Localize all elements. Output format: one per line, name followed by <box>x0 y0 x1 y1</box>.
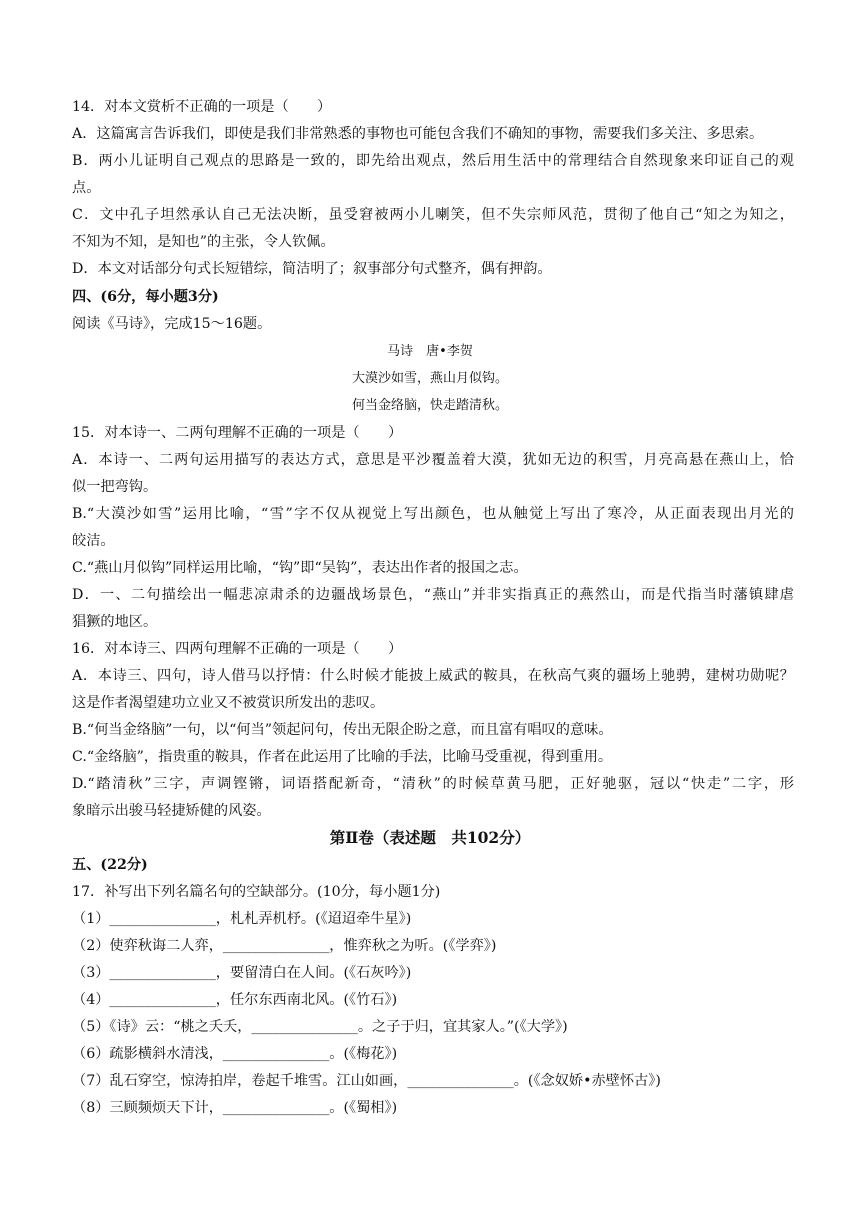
section5-heading: 五、(22分) <box>72 857 148 873</box>
q14-option-b-line2: 点。 <box>72 180 101 196</box>
q16-stem: 16．对本诗三、四两句理解不正确的一项是（ ） <box>72 641 403 657</box>
section4-heading: 四、(6分，每小题3分) <box>72 289 219 305</box>
section4-intro: 阅读《马诗》，完成15～16题。 <box>72 316 272 332</box>
q17-item-7: （7）乱石穿空，惊涛拍岸，卷起千堆雪。江山如画，_______________。(《念奴娇•赤壁怀古》) <box>72 1073 661 1089</box>
q15-stem: 15．对本诗一、二两句理解不正确的一项是（ ） <box>72 425 403 441</box>
q17-stem: 17．补写出下列名篇名句的空缺部分。(10分，每小题1分) <box>72 884 441 900</box>
q16-option-b: B.“何当金络脑”一句，以“何当”领起问句，传出无限企盼之意，而且富有唱叹的意味。 <box>72 722 613 738</box>
q17-item-5: （5）《诗》云：“桃之夭夭，_______________。之子于归，宜其家人。”(《大学》) <box>72 1019 568 1035</box>
q17-item-1: （1）_______________，札札弄机杼。(《迢迢牵牛星》) <box>72 911 412 927</box>
q15-option-a-line1: A．本诗一、二两句运用描写的表达方式，意思是平沙覆盖着大漠，犹如无边的积雪，月亮高悬在燕山上，恰 <box>72 452 794 468</box>
q14-option-b-line1: B．两小儿证明自己观点的思路是一致的，即先给出观点，然后用生活中的常理结合自然现象来印证自己的观 <box>72 153 794 169</box>
q15-option-d-line1: D．一、二句描绘出一幅悲凉肃杀的边疆战场景色，“燕山”并非实指真正的燕然山，而是代指当时藩镇肆虐 <box>72 587 794 603</box>
q16-option-d-line2: 象暗示出骏马轻捷矫健的风姿。 <box>72 803 271 819</box>
q16-option-a-line1: A．本诗三、四句，诗人借马以抒情：什么时候才能披上威武的鞍具，在秋高气爽的疆场上驰骋，建树功勋呢？ <box>72 668 794 684</box>
q15-option-d-line2: 猖獗的地区。 <box>72 614 158 630</box>
q17-item-3: （3）_______________，要留清白在人间。(《石灰吟》) <box>72 965 412 981</box>
q15-option-b-line1: B.“大漠沙如雪”运用比喻，“雪”字不仅从视觉上写出颜色，也从触觉上写出了寒冷，从正面表现出月光的 <box>72 506 794 522</box>
q14-option-c-line1: C．文中孔子坦然承认自己无法决断，虽受窘被两小儿喇笑，但不失宗师风范，贯彻了他自己“知之为知之， <box>72 207 794 223</box>
part2-title: 第Ⅱ卷（表述题 共102分） <box>329 828 531 847</box>
q15-option-a-line2: 似一把弯钩。 <box>72 479 158 495</box>
q17-item-6: （6）疏影横斜水清浅，_______________。(《梅花》) <box>72 1046 398 1062</box>
q14-option-a: A．这篇寓言告诉我们，即使是我们非常熟悉的事物也可能包含我们不确知的事物，需要我们多关注、多思索。 <box>72 126 764 142</box>
q17-item-4: （4）_______________，任尔东西南北风。(《竹石》) <box>72 992 398 1008</box>
q17-item-8: （8）三顾频烦天下计，_______________。(《蜀相》) <box>72 1100 398 1116</box>
q14-stem: 14．对本文赏析不正确的一项是（ ） <box>72 99 332 115</box>
q16-option-c: C.“金络脑”，指贵重的鞍具，作者在此运用了比喻的手法，比喻马受重视，得到重用。 <box>72 749 613 765</box>
poem-line-1: 大漠沙如雪，燕山月似钩。 <box>351 371 508 386</box>
poem-line-2: 何当金络脑，快走踏清秋。 <box>351 398 508 413</box>
q15-option-b-line2: 皎洁。 <box>72 533 115 549</box>
q14-option-d: D．本文对话部分句式长短错综，简洁明了；叙事部分句式整齐，偶有押韵。 <box>72 261 552 277</box>
q17-item-2: （2）使弈秋诲二人弈，_______________，惟弈秋之为听。(《学弈》) <box>72 938 497 954</box>
q16-option-a-line2: 这是作者渴望建功立业又不被赏识所发出的悲叹。 <box>72 695 385 711</box>
q16-option-d-line1: D.“踏清秋”三字，声调铿锵，词语搭配新奇，“清秋”的时候草黄马肥，正好驰驱，冠以“快走”二字，形 <box>72 776 794 792</box>
q14-option-c-line2: 不知为不知，是知也”的主张，令人钦佩。 <box>72 234 335 250</box>
q15-option-c: C.“燕山月似钩”同样运用比喻，“钩”即“吴钩”，表达出作者的报国之志。 <box>72 560 528 576</box>
poem-title: 马诗 唐•李贺 <box>387 344 473 359</box>
